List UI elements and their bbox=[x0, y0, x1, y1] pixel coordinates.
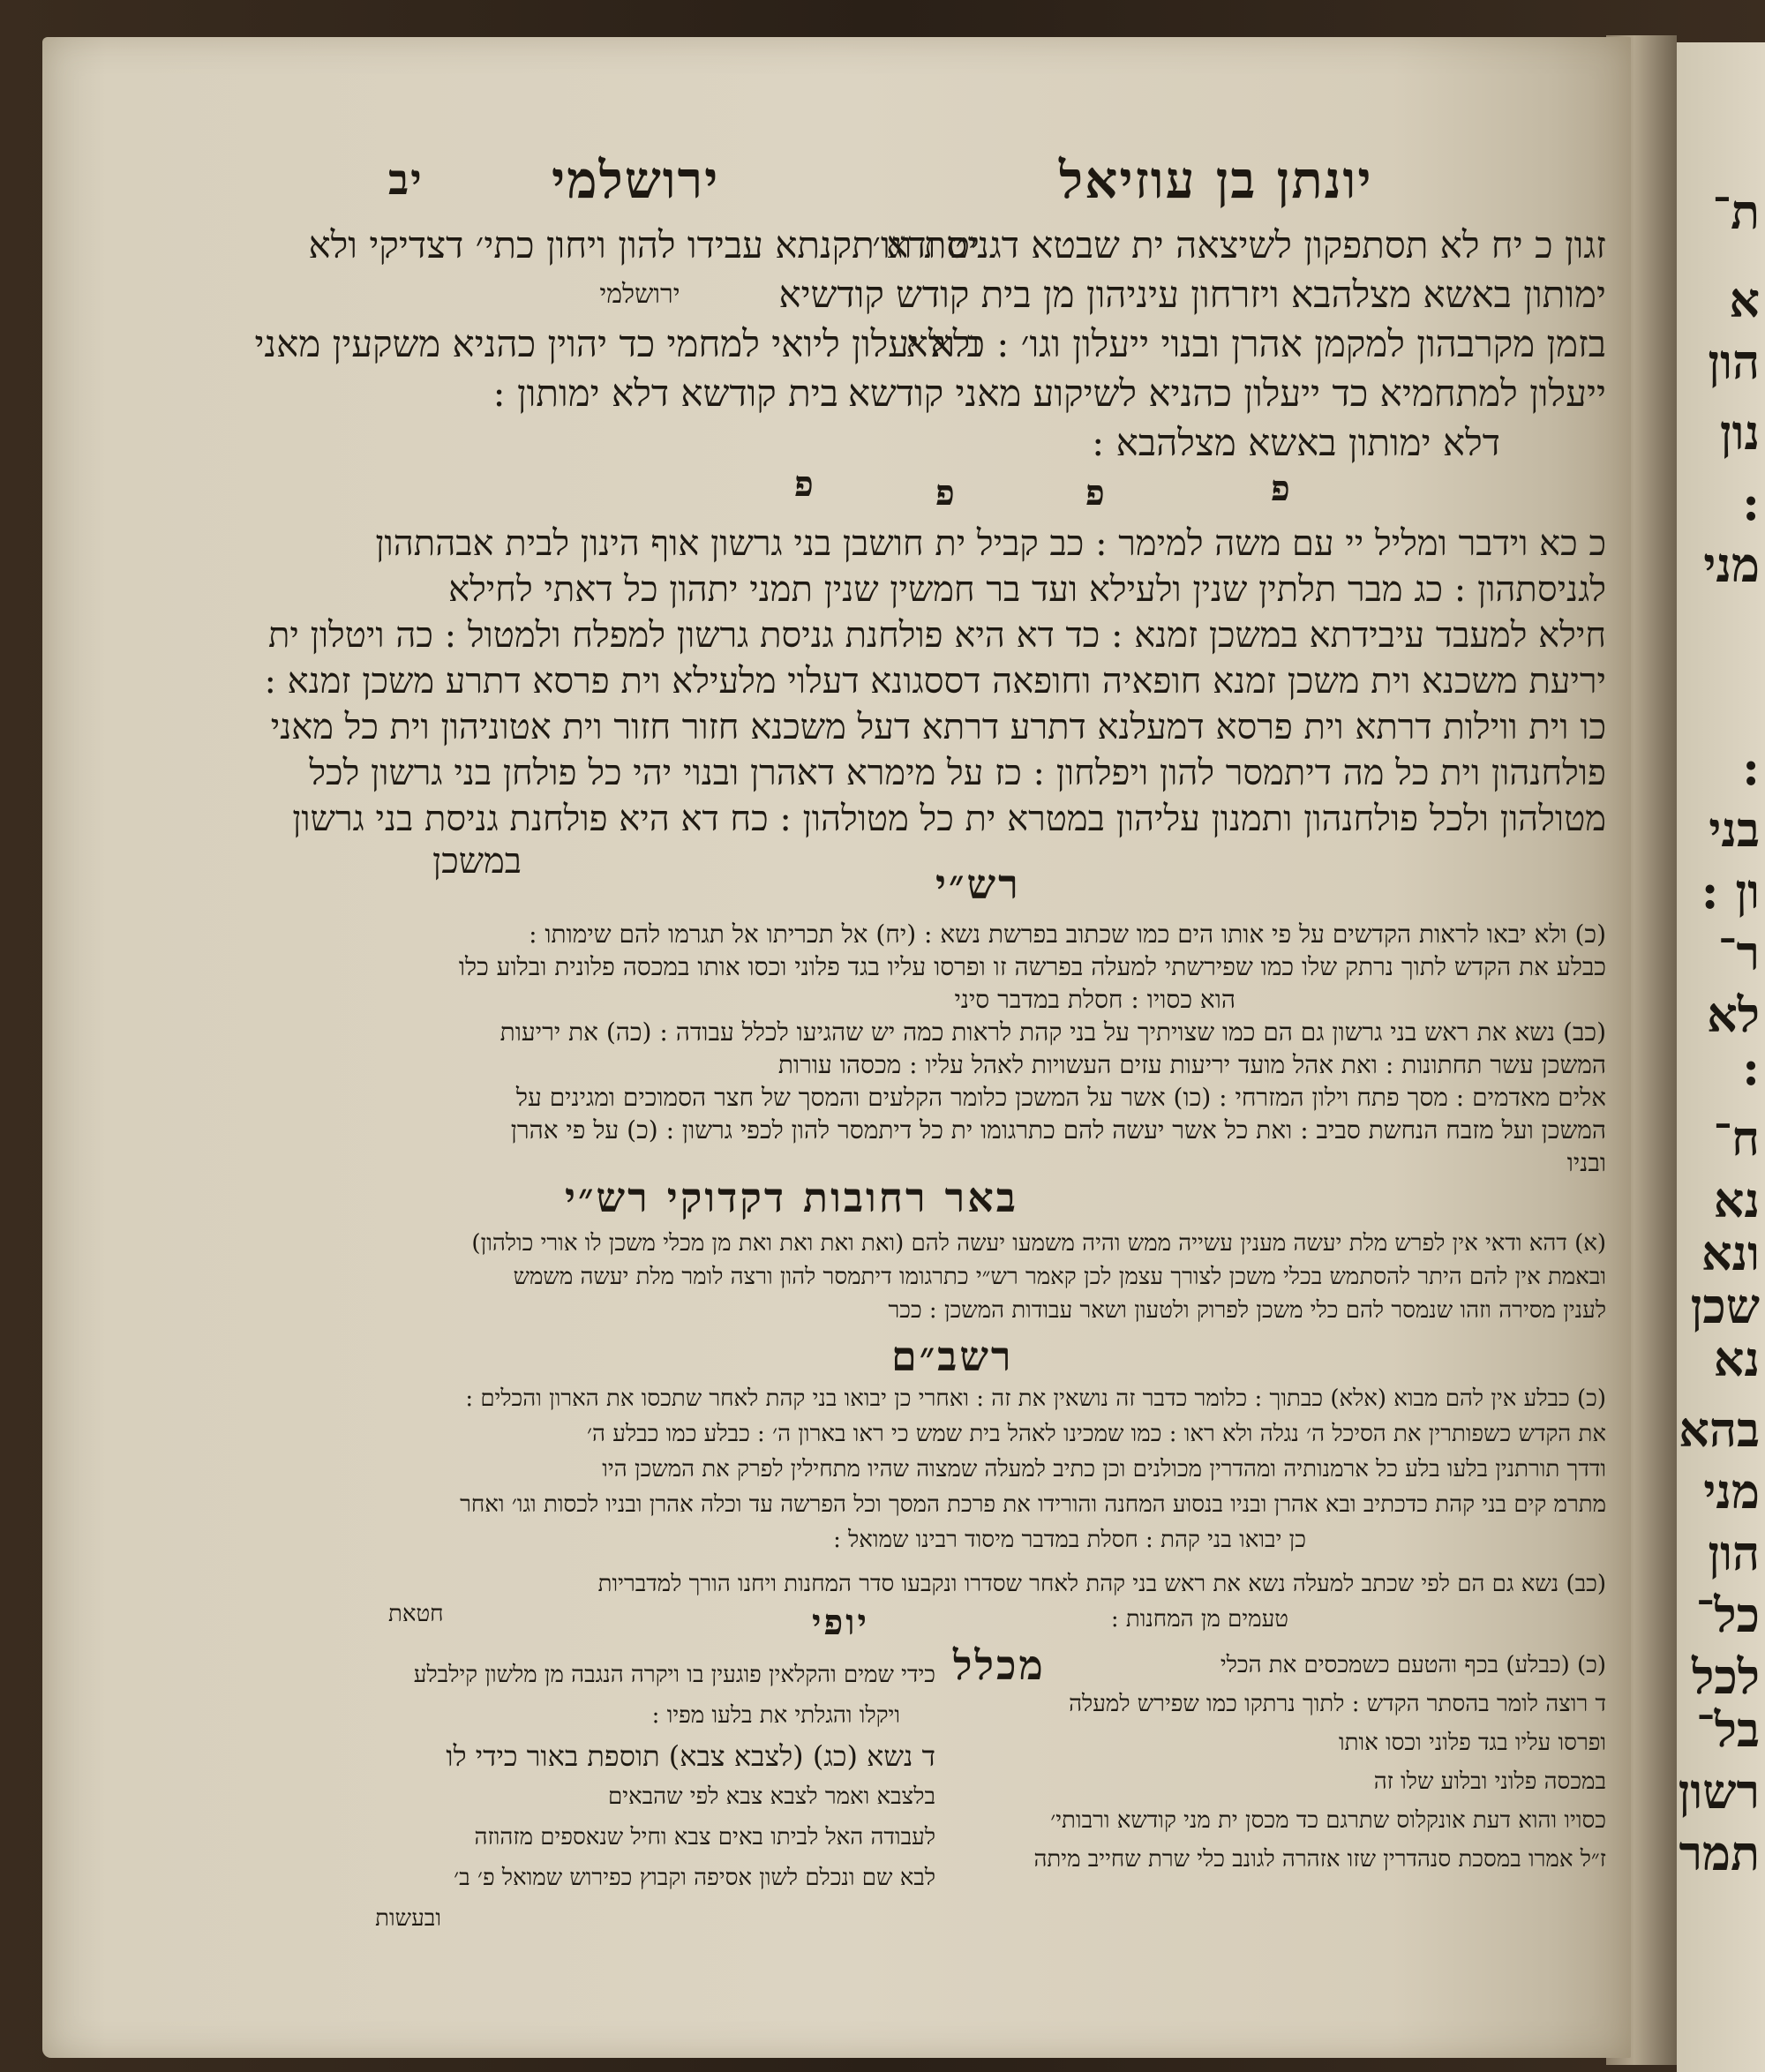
text-line: פולחנהון וית כל מה דיתמסר להון ויפלחון : כז על מימרא דאהרן ובנוי יהי כל פולחן בני גרשון לכל bbox=[309, 753, 1606, 793]
text-line: בית קודשא דלא ימותון : bbox=[492, 372, 838, 415]
facing-page-fragment: ת־ bbox=[1712, 184, 1760, 240]
michlal-left-block bbox=[256, 1655, 935, 1939]
text-line: כסויו והוא דעת אונקלוס שתרגם כד מכסן ית מני קודשא ורבותי׳ bbox=[1050, 1807, 1606, 1834]
text-line: לעבודה האל לביתו באים צבא וחיל שנאספים מזהוזה bbox=[474, 1824, 935, 1851]
facing-page-fragment: ח־ bbox=[1713, 1110, 1760, 1167]
text-line: ובעשות bbox=[375, 1905, 441, 1932]
michlal-heading-right: מכלל bbox=[953, 1641, 1046, 1689]
michlal-heading-left: יופי bbox=[812, 1602, 869, 1643]
text-line: יריעת משכנא וית משכן זמנא חופאיה וחופאה דססגונא דעלוי מלעילא וית פרסא דתרע משכן זמנא : bbox=[264, 661, 1606, 702]
text-line: כ כא וידבר ומליל יי עם משה למימר : כב קביל ית חושבן בני גרשון אוף הינון לבית אבהתהון bbox=[375, 523, 1606, 564]
text-line: (כ) ולא יבאו לראות הקדשים על פי אותו הים כמו שכתוב בפרשת נשא : (יח) אל תכריתו אל תגרמו להם שימותו : bbox=[529, 920, 1606, 949]
rashbam-naso-block bbox=[256, 1566, 1606, 1637]
facing-page-fragment: בל־ bbox=[1696, 1701, 1760, 1758]
text-line: לבא שם ונכלם לשון אסיפה וקבוץ כפירוש שמואל פ׳ ב׳ bbox=[454, 1865, 935, 1891]
facing-page-fragment: לא bbox=[1707, 987, 1760, 1043]
facing-page-fragment: ון : bbox=[1701, 863, 1760, 920]
facing-page-fragment: נא bbox=[1713, 1172, 1760, 1228]
targum-main-block bbox=[256, 521, 1606, 842]
text-line: המשכן ועל מזבח הנחשת סביב : ואת כל אשר יעשה להם כתרגומו ית כל דיתמסר להון לכפי גרשון : (כ) על פי אהרן bbox=[510, 1115, 1606, 1145]
text-line: כן יבואו בני קהת : חסלת במדבר מיסוד רבינו שמואל : bbox=[833, 1527, 1306, 1553]
text-line: לגניסתהון : כג מבר תלתין שנין ולעילא ועד בר חמשין שנין תמני יתהון כל דאתי לחילא bbox=[448, 569, 1606, 610]
facing-page-fragment: הון bbox=[1708, 1525, 1760, 1581]
facing-page-fragment: תמר bbox=[1679, 1825, 1760, 1881]
text-line: מטולהון ולכל פולחנהון ותמנון עליהון במטרא ית כל מטולהון : כח דא היא פולחנת גניסת בני גרשון bbox=[292, 799, 1606, 839]
yerushalmi-top-block bbox=[254, 221, 980, 418]
targum-main-tail: במשכן bbox=[432, 841, 522, 882]
beer-block bbox=[256, 1227, 1606, 1327]
text-line: (כ) כבלע אין להם מבוא (אלא) כבתוך : כלומר כדבר זה נושאין את זה : ואחרי כן יבואו בני קהת לאחר שתכסו את הארון והכלים : bbox=[465, 1385, 1606, 1412]
text-line: ז״ל אמרו במסכת סנהדרין שזו אזהרה לגונב כלי שרת שחייב מיתה bbox=[1033, 1846, 1606, 1873]
facing-page-fragment: לכל bbox=[1692, 1648, 1760, 1705]
text-line: הוא כסויו : חסלת במדבר סיני bbox=[954, 985, 1236, 1014]
text-line: ויקלו והגלתי את בלעו מפיו : bbox=[651, 1702, 900, 1729]
facing-page-fragment: שכן bbox=[1690, 1278, 1760, 1334]
facing-page-fragment: בהא bbox=[1679, 1401, 1760, 1458]
text-line: זגון כ יח לא תסתפקון לשיצאה ית שבטא דגניסת וגו׳ bbox=[872, 223, 1606, 267]
running-title-right: יונתן בן עוזיאל bbox=[1059, 150, 1373, 210]
facing-page-fragment: ר־ bbox=[1717, 925, 1760, 981]
text-line: טעמים מן המחנות : bbox=[1110, 1606, 1288, 1633]
facing-page-fragment: : bbox=[1742, 1040, 1760, 1096]
page-marker: יב bbox=[388, 155, 424, 205]
text-line: (כ) (כבלע) בכף והטעם כשמכסים את הכלי bbox=[1220, 1652, 1606, 1678]
text-line: (כב) נשא את ראש בני גרשון גם הם כמו שצויתיך על בני קהת לראות כמה יש שהגיעו לכלל עבודה : (כה) את יריעות bbox=[499, 1017, 1606, 1047]
facing-page-fragment: : bbox=[1742, 739, 1760, 796]
text-line: ייעלון למתחמיא כד ייעלון כהניא לשיקוע מאני קודשא bbox=[847, 372, 1606, 415]
text-line: ימותון באשא מצלהבא ויזרחון עיניהון מן בית קודש קודשיא bbox=[778, 273, 1606, 316]
text-line: כו וית ווילות דרתא וית פרסא דמעלנא דתרע דרתא דעל משכנא חזור חזור וית אטוניהון וית כל מאני bbox=[270, 707, 1606, 747]
facing-page-fragment: א bbox=[1729, 272, 1760, 328]
facing-page-fragment: : bbox=[1742, 475, 1760, 531]
text-line: ולא יעלון ליואי למחמי כד יהוין כהניא משקעין מאני bbox=[254, 322, 980, 365]
text-line: אלים מאדמים : מסך פתח וילון המזרחי : (כו) אשר על המשכן כלומר הקלעים והמסך של חצר הסמוכים ומגינים על bbox=[515, 1083, 1606, 1112]
facing-page-fragment: רשון bbox=[1678, 1763, 1760, 1820]
text-line: ובניו bbox=[1566, 1148, 1606, 1177]
text-line: דלא ימותון באשא מצלהבא : bbox=[1092, 421, 1500, 464]
text-line: (א) דהא ודאי אין לפרש מלת יעשה מענין עשייה ממש והיה משמעו יעשה להם (ואת ואת ואת ואת מן מכלי משכן לו אורי כולהון) bbox=[471, 1230, 1606, 1257]
text-line: לענין מסירה וזהו שנמסר להם כלי משכן לפרוק ולטעון ושאר עבודות המשכן : ככר bbox=[888, 1297, 1606, 1324]
pe-marker: פ bbox=[1271, 468, 1290, 509]
pe-marker: פ bbox=[935, 472, 955, 514]
rashbam-block bbox=[256, 1381, 1606, 1558]
facing-page-fragment: בני bbox=[1709, 801, 1760, 858]
text-line: המשכן עשר תחתונות : ואת אהל מועד יריעות עזים העשויות לאהל עליו : מכסהו עורות bbox=[777, 1050, 1606, 1079]
facing-page-fragment: ונא bbox=[1701, 1225, 1760, 1281]
pe-marker: פ bbox=[794, 463, 814, 505]
pe-marker: פ bbox=[1085, 472, 1105, 514]
text-line: יט ודא תקנתא עבידו להון ויחון כתי׳ דצדיקי ולא bbox=[308, 223, 980, 267]
text-line: חילא למעבד עיבידתא במשכן זמנא : כד דא היא פולחנת גניסת גרשון למפלח ולמטול : כה ויטלון ית bbox=[268, 615, 1606, 656]
text-line: את הקדש כשפותרין את הסיכל ה׳ נגלה ולא ראו : כמו שמכינו לאהל בית שמש כי ראו בארון ה׳ : כבלע כמו כבלע ה׳ bbox=[587, 1421, 1606, 1447]
facing-page-fragment: מני bbox=[1703, 1463, 1760, 1520]
text-line: כידי שמים והקלאין פוגעין בו ויקרה הנגבה מן מלשון קילבלע bbox=[413, 1662, 935, 1688]
rashbam-heading: רשב״ם bbox=[891, 1333, 1014, 1380]
rashbam-tail: חטאת bbox=[388, 1601, 444, 1627]
text-line: בלצבא ואמר לצבא צבא לפי שהבאים bbox=[607, 1783, 935, 1810]
text-line: ובאמת אין להם היתר להסתמש בכלי משכן לצורך עצמן לכן קאמר רש״י כתרגומו דיתמסר להון ורצה לומר מלת יעשה משמש bbox=[513, 1264, 1606, 1290]
text-line: במכסה פלוני ובלוע שלו זה bbox=[1373, 1768, 1606, 1795]
rashi-block bbox=[256, 918, 1606, 1179]
text-line: ד רוצה לומר בהסתר הקדש : לתוך נרתקו כמו שפירש למעלה bbox=[1069, 1691, 1606, 1717]
text-line: ודדך תורתנין בלעו בלע כל ארמנותיה ומהדרין מכולנים וכן כתיב למעלה שמצוה שהיו מתחילין לפרק את המשכן היו bbox=[602, 1456, 1606, 1483]
text-line: ד נשא (כג) (לצבא צבא) תוספת באור כידי לו bbox=[446, 1739, 935, 1773]
facing-page-fragment: נון bbox=[1719, 404, 1760, 461]
running-title-left: ירושלמי bbox=[552, 150, 720, 210]
yerushalmi-label: ירושלמי bbox=[599, 279, 680, 310]
targum-top-block bbox=[778, 221, 1606, 468]
michlal-right-block bbox=[944, 1646, 1606, 1879]
rashi-heading: רש״י bbox=[935, 860, 1021, 908]
facing-page-fragment: נא bbox=[1713, 1331, 1760, 1387]
text-line: ופרסו עליו בגד פלוני וכסו אותו bbox=[1338, 1730, 1606, 1756]
facing-page-fragment: מני bbox=[1703, 537, 1760, 593]
beer-heading: באר רחובות דקדוקי רש״י bbox=[565, 1174, 1018, 1221]
facing-page-fragment: הון bbox=[1708, 334, 1760, 390]
facing-page bbox=[1677, 42, 1765, 2072]
text-line: בזמן מקרבהון למקמן אהרן ובנוי ייעלון וגו׳ : כ ולא bbox=[905, 322, 1606, 365]
text-line: (כב) נשא גם הם לפי שכתב למעלה נשא את ראש בני קהת לאחר שסדרו ונקבעו סדר המחנות ויחנו הורך למדבריות bbox=[597, 1571, 1606, 1597]
facing-page-fragment: כל־ bbox=[1695, 1587, 1760, 1643]
text-line: כבלע את הקדש לתוך נרתק שלו כמו שפירשתי למעלה בפרשה זו ופרסו עליו בגד פלוני וכסו אותו במכסה פלונית ובלוע כלו bbox=[458, 952, 1606, 981]
text-line: מתרמ קים בני קהת כדכתיב ובא אהרן ובניו בנסוע המחנה והורידו את פרכת המסך וכל הפרשה עד וכלה אהרן ובניו לכסות וגו׳ ואחר bbox=[460, 1491, 1606, 1518]
